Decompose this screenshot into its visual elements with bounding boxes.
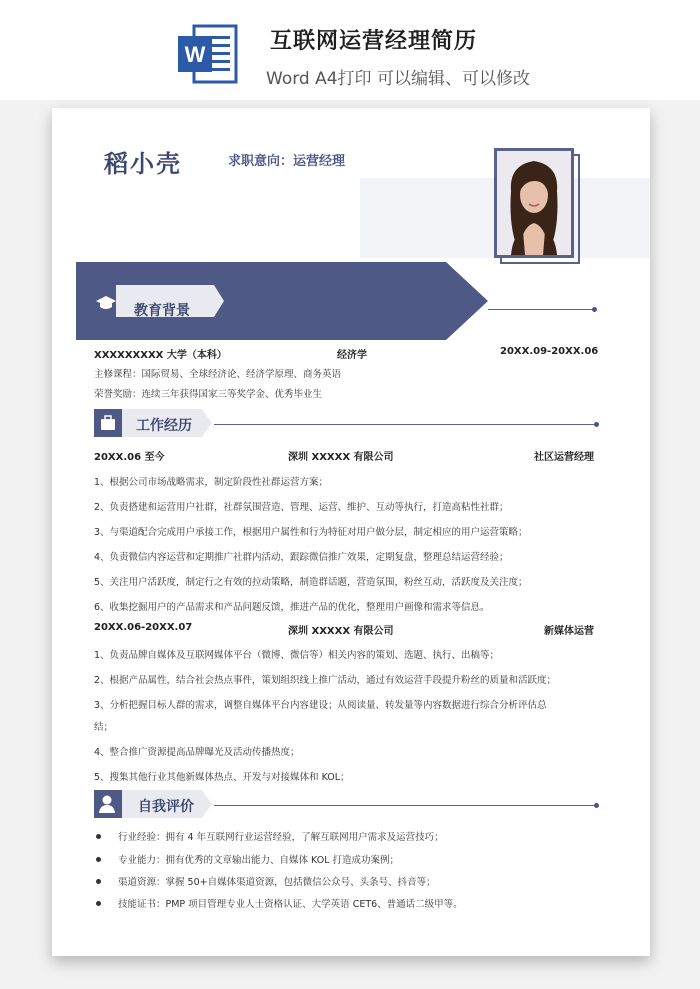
promo-banner (0, 0, 700, 100)
education-major: 经济学 (337, 350, 367, 361)
education-divider-dot (592, 307, 597, 312)
section-title-self: 自我评价 (138, 799, 194, 815)
section-title-education: 教育背景 (134, 303, 190, 319)
work-divider-dot (594, 422, 599, 427)
job1-duty: 6、收集挖掘用户的产品需求和产品问题反馈，推进产品的优化，整理用户画像和需求等信息。 (94, 602, 490, 613)
job2-period: 20XX.06-20XX.07 (94, 622, 193, 633)
education-awards: 荣誉奖励：连续三年获得国家三等奖学金、优秀毕业生 (94, 389, 323, 400)
job2-duty: 5、搜集其他行业其他新媒体热点、开发与对接媒体和 KOL； (94, 772, 350, 783)
education-divider (488, 309, 594, 310)
job2-duty: 结； (94, 722, 114, 733)
bullet-dot (96, 857, 101, 862)
job1-duty: 1、根据公司市场战略需求，制定阶段性社群运营方案； (94, 477, 329, 488)
job1-company: 深圳 XXXXX 有限公司 (288, 452, 394, 463)
resume-page (52, 108, 650, 956)
self-eval-item: 专业能力：拥有优秀的文章输出能力、自媒体 KOL 打造成功案例； (118, 855, 400, 866)
graduation-cap-icon (96, 294, 116, 312)
education-courses: 主修课程：国际贸易、全球经济论、经济学原理、商务英语 (94, 369, 342, 380)
job1-duty: 4、负责微信内容运营和定期推广社群内活动，跟踪微信推广效果，定期复盘，整理总结运营经验； (94, 552, 509, 563)
profile-photo (494, 148, 574, 258)
job1-duty: 2、负责搭建和运营用户社群，社群氛围营造、管理、运营、维护、互动等执行，打造高粘性社群； (94, 502, 509, 513)
work-divider (214, 424, 596, 425)
job2-company: 深圳 XXXXX 有限公司 (288, 626, 394, 637)
job2-duty: 2、根据产品属性，结合社会热点事件，策划组织线上推广活动，通过有效运营手段提升粉丝的质量和活跃度； (94, 675, 557, 686)
education-period: 20XX.09-20XX.06 (500, 346, 599, 357)
word-icon-letter: W (184, 42, 206, 67)
section-title-work: 工作经历 (136, 418, 192, 434)
job-intent: 求职意向：运营经理 (228, 154, 346, 169)
job2-duty: 4、整合推广资源提高品牌曝光及活动传播热度； (94, 747, 300, 758)
education-school: XXXXXXXXX 大学（本科） (94, 350, 227, 361)
banner-subtitle: Word A4打印 可以编辑、可以修改 (266, 69, 530, 89)
self-divider-dot (594, 803, 599, 808)
job1-role: 社区运营经理 (534, 452, 594, 463)
candidate-name: 稻小壳 (104, 150, 182, 178)
bullet-dot (96, 834, 101, 839)
job1-duty: 3、与渠道配合完成用户承接工作，根据用户属性和行为特征对用户做分层，制定相应的用户运营策略； (94, 527, 528, 538)
job2-duty: 1、负责品牌自媒体及互联网媒体平台（微博、微信等）相关内容的策划、选题、执行、出稿等； (94, 650, 500, 661)
job2-duty: 3、分析把握目标人群的需求，调整自媒体平台内容建设；从阅读量、转发量等内容数据进行综合分析评估总 (94, 700, 547, 711)
job1-duty: 5、关注用户活跃度，制定行之有效的拉动策略，制造群话题，营造氛围，粉丝互动，活跃度及关注度； (94, 577, 528, 588)
banner-title: 互联网运营经理简历 (270, 29, 478, 54)
portrait-image (497, 151, 571, 255)
self-eval-item: 行业经验：拥有 4 年互联网行业运营经验，了解互联网用户需求及运营技巧； (118, 832, 444, 843)
bullet-dot (96, 901, 101, 906)
bullet-dot (96, 879, 101, 884)
word-document-icon (176, 22, 240, 86)
self-eval-item: 技能证书：PMP 项目管理专业人士资格认证、大学英语 CET6、普通话二级甲等。 (118, 899, 463, 910)
job2-role: 新媒体运营 (544, 626, 594, 637)
self-eval-item: 渠道资源：掌握 50+自媒体渠道资源，包括微信公众号、头条号、抖音等； (118, 877, 436, 888)
job1-period: 20XX.06 至今 (94, 452, 165, 463)
self-divider (214, 805, 596, 806)
